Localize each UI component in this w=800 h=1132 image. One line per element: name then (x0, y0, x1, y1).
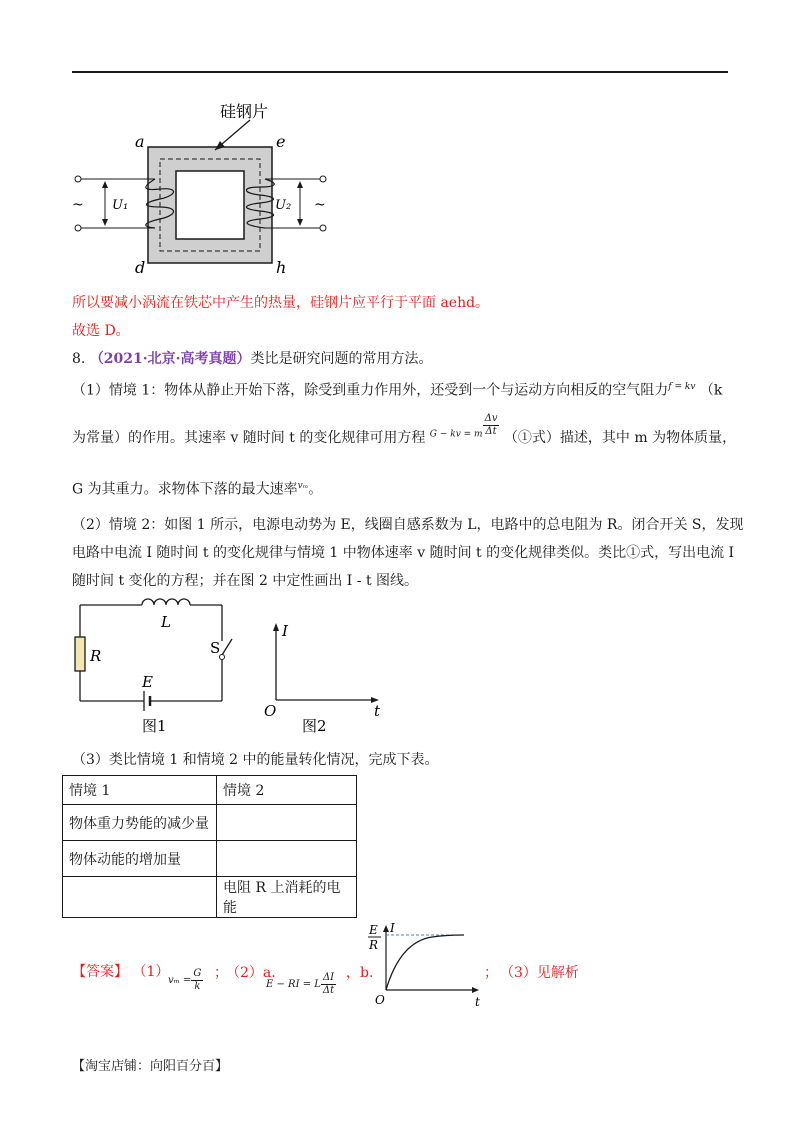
figure-1-caption: 图1 (142, 717, 167, 735)
switch-blade (222, 639, 232, 655)
table-header-2: 情境 2 (217, 776, 357, 805)
part1-eq-fraction: $\frac{\Delta v}{\Delta t}$ (484, 413, 498, 437)
answer-sep2: ； (484, 965, 498, 981)
transformer-diagram (60, 95, 350, 285)
origin-O: O (264, 702, 277, 720)
figure-1-circuit (72, 595, 242, 735)
part1-line2-text: 为常量）的作用。其速率 v 随时间 t 的变化规律可用方程 (72, 430, 426, 446)
graph-t: t (475, 995, 480, 1008)
question-number: 8. (72, 351, 86, 367)
axis-I: I (282, 622, 288, 640)
graph-R: R (369, 938, 379, 952)
answer-part1: （1） (132, 964, 170, 980)
corner-a: a (135, 132, 145, 151)
part1-line3-text: G 为其重力。求物体下落的最大速率 (72, 481, 298, 498)
part1-line3-end: 。 (308, 481, 323, 498)
graph-O: O (375, 993, 385, 1007)
choice-line: 故选 D。 (72, 323, 130, 339)
vm-fraction: $\frac{G}{k}$ (193, 968, 202, 992)
current-curve (386, 935, 464, 990)
graph-E: E (369, 923, 378, 937)
corner-h: h (276, 258, 287, 277)
label-E: E (142, 673, 153, 691)
answer-line (72, 962, 169, 982)
corner-e: e (276, 132, 286, 151)
answer-part2a: （2）a. (226, 965, 276, 981)
answer-graph (362, 918, 492, 1008)
answer-vm (168, 968, 203, 993)
part3-line: （3）类比情境 1 和情境 2 中的能量转化情况，完成下表。 (72, 752, 439, 768)
answer-sep1: ； (214, 965, 228, 981)
answer-label: 【答案】 (72, 964, 128, 980)
top-rule (72, 71, 728, 73)
part1-text: （1）情境 1：物体从静止开始下落，除受到重力作用外，还受到一个与运动方向相反的空气阻力 (72, 382, 669, 399)
resistor (75, 637, 85, 671)
part1-line1 (72, 377, 722, 401)
inductor-coil (142, 599, 190, 605)
table-cell (217, 841, 357, 877)
corner-d: d (135, 258, 146, 277)
explanation-line: 所以要减小涡流在铁芯中产生的热量，硅钢片应平行于平面 aehd。 (72, 295, 490, 311)
label-S: S (210, 639, 221, 657)
label-R: R (90, 647, 102, 665)
part1-eq-left: G − kv = m (429, 429, 483, 440)
footer-shop: 【淘宝店铺：向阳百分百】 (72, 1059, 229, 1074)
table-cell: 物体重力势能的减少量 (63, 805, 217, 841)
part1-line2-end: （①式）描述，其中 m 为物体质量， (503, 430, 737, 446)
eq-left: E − RI = L (266, 979, 321, 990)
figure-2-caption: 图2 (302, 717, 327, 735)
eq-fraction: $\frac{\Delta I}{\Delta t}$ (322, 972, 335, 996)
part2-line1: （2）情境 2：如图 1 所示，电源电动势为 E，线圈自感系数为 L，电路中的总电阻为 R。闭合开关 S，发现 (72, 517, 744, 533)
part1-force: f = kv (668, 382, 696, 392)
part2-line3: 随时间 t 变化的方程；并在图 2 中定性画出 I - t 图线。 (72, 573, 419, 589)
axis-t: t (374, 702, 381, 720)
vm-left: vₘ = (168, 975, 192, 986)
label-L: L (161, 613, 171, 631)
part1-vm: vₘ (297, 481, 309, 491)
part1-line3 (72, 476, 322, 500)
figure-2-axes (262, 620, 392, 735)
ac-right: ~ (314, 197, 326, 213)
part1-line2 (72, 413, 736, 448)
answer-eq (266, 972, 336, 997)
question-intro: 类比是研究问题的常用方法。 (250, 351, 433, 367)
energy-table (62, 775, 357, 918)
part2-line2: 电路中电流 I 随时间 t 的变化规律与情境 1 中物体速率 v 随时间 t 的变化规律类似。类比①式，写出电流 I (72, 545, 735, 561)
table-header-1: 情境 1 (63, 776, 217, 805)
core-label: 硅钢片 (220, 102, 269, 121)
table-cell (217, 805, 357, 841)
ac-left: ~ (72, 197, 84, 213)
question-source: （2021·北京·高考真题） (89, 351, 251, 367)
u1-label: U₁ (112, 198, 129, 213)
silicon-steel-core (148, 147, 272, 263)
table-cell (63, 877, 217, 918)
u2-label: U₂ (275, 198, 292, 213)
answer-part2b: ，b. (346, 965, 374, 981)
graph-I: I (390, 921, 395, 935)
part1-k-paren: （k (699, 382, 723, 399)
table-cell: 物体动能的增加量 (63, 841, 217, 877)
question-8-header (72, 349, 433, 369)
table-cell: 电阻 R 上消耗的电能 (217, 877, 357, 918)
answer-part3: （3）见解析 (500, 965, 579, 981)
